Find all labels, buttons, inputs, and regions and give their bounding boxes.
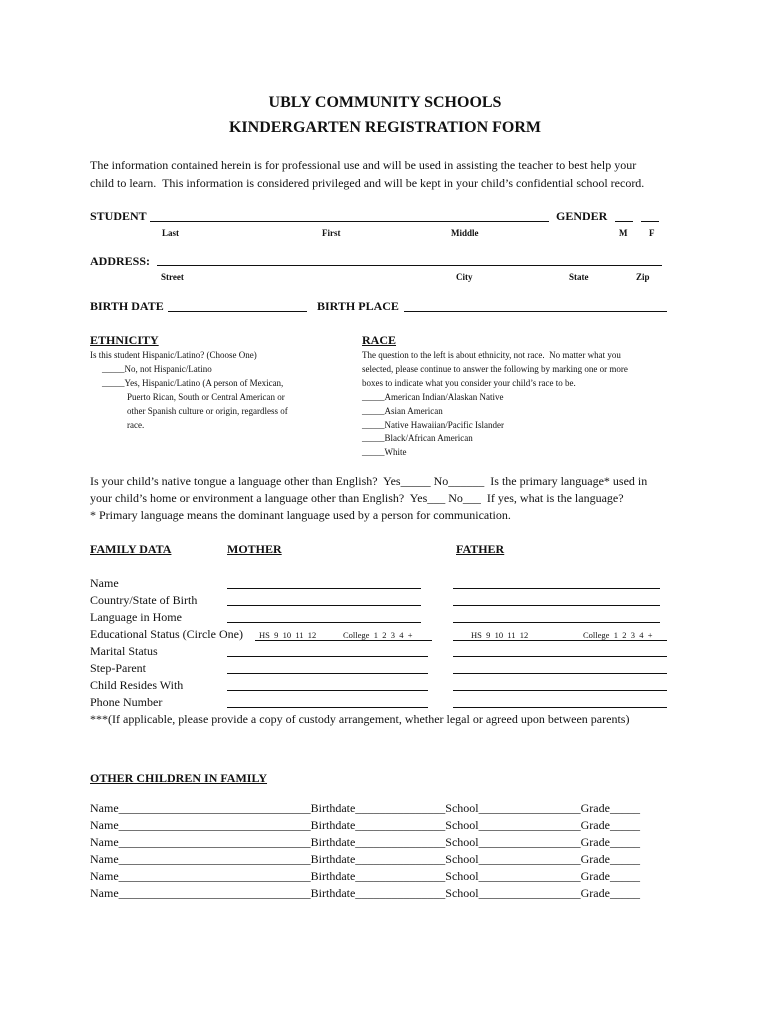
father-stepparent-field[interactable] bbox=[453, 673, 667, 674]
race-instruction: The question to the left is about ethnicity, not race. No matter what you bbox=[362, 350, 621, 360]
address-sub-city: City bbox=[456, 272, 473, 282]
family-row-label: Educational Status (Circle One) bbox=[90, 627, 243, 641]
student-sub-middle: Middle bbox=[451, 228, 479, 238]
family-row-label: Child Resides With bbox=[90, 678, 184, 692]
father-marital-field[interactable] bbox=[453, 656, 667, 657]
ethnicity-option-yes[interactable]: _____Yes, Hispanic/Latino (A person of Mexican, bbox=[102, 378, 284, 388]
ethnicity-note: Puerto Rican, South or Central American or bbox=[127, 392, 285, 402]
other-children-heading: OTHER CHILDREN IN FAMILY bbox=[90, 771, 268, 785]
mother-birthplace-field[interactable] bbox=[227, 605, 421, 606]
child-row[interactable]: Name________________________________Birthdate_______________School_________________Grade_____ bbox=[90, 835, 640, 849]
mother-name-field[interactable] bbox=[227, 588, 421, 589]
birth-date-label: BIRTH DATE bbox=[90, 299, 164, 313]
address-field[interactable] bbox=[157, 265, 662, 266]
family-row-label: Marital Status bbox=[90, 644, 158, 658]
student-sub-last: Last bbox=[162, 228, 180, 238]
mother-edu-hs[interactable]: HS 9 10 11 12 bbox=[259, 630, 317, 640]
intro-line-2: child to learn. This information is considered privileged and will be kept in your child’s confidential school record. bbox=[90, 176, 645, 190]
mother-edu-underline bbox=[255, 640, 432, 641]
student-sub-first: First bbox=[322, 228, 341, 238]
ethnicity-heading: ETHNICITY bbox=[90, 333, 159, 347]
family-row-label: Phone Number bbox=[90, 695, 163, 709]
father-edu-hs[interactable]: HS 9 10 11 12 bbox=[471, 630, 529, 640]
gender-f-field[interactable] bbox=[641, 221, 659, 222]
father-birthplace-field[interactable] bbox=[453, 605, 660, 606]
birth-place-field[interactable] bbox=[404, 311, 667, 312]
child-row[interactable]: Name________________________________Birthdate_______________School_________________Grade_____ bbox=[90, 886, 640, 900]
student-label: STUDENT bbox=[90, 209, 147, 223]
race-heading: RACE bbox=[362, 333, 397, 347]
family-row-label: Language in Home bbox=[90, 610, 182, 624]
student-sub-f: F bbox=[649, 228, 655, 238]
birth-place-label: BIRTH PLACE bbox=[317, 299, 399, 313]
race-option[interactable]: _____Native Hawaiian/Pacific Islander bbox=[362, 420, 504, 430]
mother-phone-field[interactable] bbox=[227, 707, 428, 708]
mother-heading: MOTHER bbox=[227, 542, 282, 556]
father-heading: FATHER bbox=[456, 542, 505, 556]
race-instruction: selected, please continue to answer the following by marking one or more bbox=[362, 364, 628, 374]
family-row-label: Name bbox=[90, 576, 119, 590]
form-title-school: UBLY COMMUNITY SCHOOLS bbox=[268, 94, 502, 111]
language-footnote: * Primary language means the dominant language used by a person for communication. bbox=[90, 508, 511, 522]
father-edu-underline bbox=[453, 640, 667, 641]
ethnicity-note: race. bbox=[127, 420, 145, 430]
family-row-label: Country/State of Birth bbox=[90, 593, 198, 607]
language-question-1: Is your child’s native tongue a language other than English? Yes_____ No______ Is the primary language* used in bbox=[90, 474, 648, 488]
mother-marital-field[interactable] bbox=[227, 656, 428, 657]
family-row-label: Step-Parent bbox=[90, 661, 146, 675]
father-edu-college[interactable]: College 1 2 3 4 + bbox=[583, 630, 653, 640]
mother-language-field[interactable] bbox=[227, 622, 421, 623]
address-sub-state: State bbox=[569, 272, 589, 282]
gender-label: GENDER bbox=[556, 209, 608, 223]
race-option[interactable]: _____American Indian/Alaskan Native bbox=[362, 392, 504, 402]
father-name-field[interactable] bbox=[453, 588, 660, 589]
race-option[interactable]: _____Asian American bbox=[362, 406, 443, 416]
race-instruction: boxes to indicate what you consider your child’s race to be. bbox=[362, 378, 576, 388]
intro-line-1: The information contained herein is for professional use and will be used in assisting the teacher to best help your bbox=[90, 158, 637, 172]
gender-m-field[interactable] bbox=[615, 221, 633, 222]
ethnicity-note: other Spanish culture or origin, regardless of bbox=[127, 406, 288, 416]
child-row[interactable]: Name________________________________Birthdate_______________School_________________Grade_____ bbox=[90, 869, 640, 883]
custody-note: ***(If applicable, please provide a copy of custody arrangement, whether legal or agreed upon between parents) bbox=[90, 712, 630, 726]
address-label: ADDRESS: bbox=[90, 254, 151, 268]
race-option[interactable]: _____White bbox=[362, 447, 407, 457]
student-name-field[interactable] bbox=[150, 221, 549, 222]
mother-stepparent-field[interactable] bbox=[227, 673, 428, 674]
father-resides-field[interactable] bbox=[453, 690, 667, 691]
address-sub-zip: Zip bbox=[636, 272, 650, 282]
mother-resides-field[interactable] bbox=[227, 690, 428, 691]
father-language-field[interactable] bbox=[453, 622, 660, 623]
language-question-2: your child’s home or environment a language other than English? Yes___ No___ If yes, what is the language? bbox=[90, 491, 624, 505]
mother-edu-college[interactable]: College 1 2 3 4 + bbox=[343, 630, 413, 640]
form-title-form: KINDERGARTEN REGISTRATION FORM bbox=[228, 119, 542, 136]
student-sub-m: M bbox=[619, 228, 628, 238]
birth-date-field[interactable] bbox=[168, 311, 307, 312]
father-phone-field[interactable] bbox=[453, 707, 667, 708]
family-data-heading: FAMILY DATA bbox=[90, 542, 172, 556]
ethnicity-question: Is this student Hispanic/Latino? (Choose One) bbox=[90, 350, 257, 360]
ethnicity-option-no[interactable]: _____No, not Hispanic/Latino bbox=[102, 364, 212, 374]
child-row[interactable]: Name________________________________Birthdate_______________School_________________Grade_____ bbox=[90, 818, 640, 832]
address-sub-street: Street bbox=[161, 272, 184, 282]
child-row[interactable]: Name________________________________Birthdate_______________School_________________Grade_____ bbox=[90, 801, 640, 815]
child-row[interactable]: Name________________________________Birthdate_______________School_________________Grade_____ bbox=[90, 852, 640, 866]
race-option[interactable]: _____Black/African American bbox=[362, 433, 473, 443]
